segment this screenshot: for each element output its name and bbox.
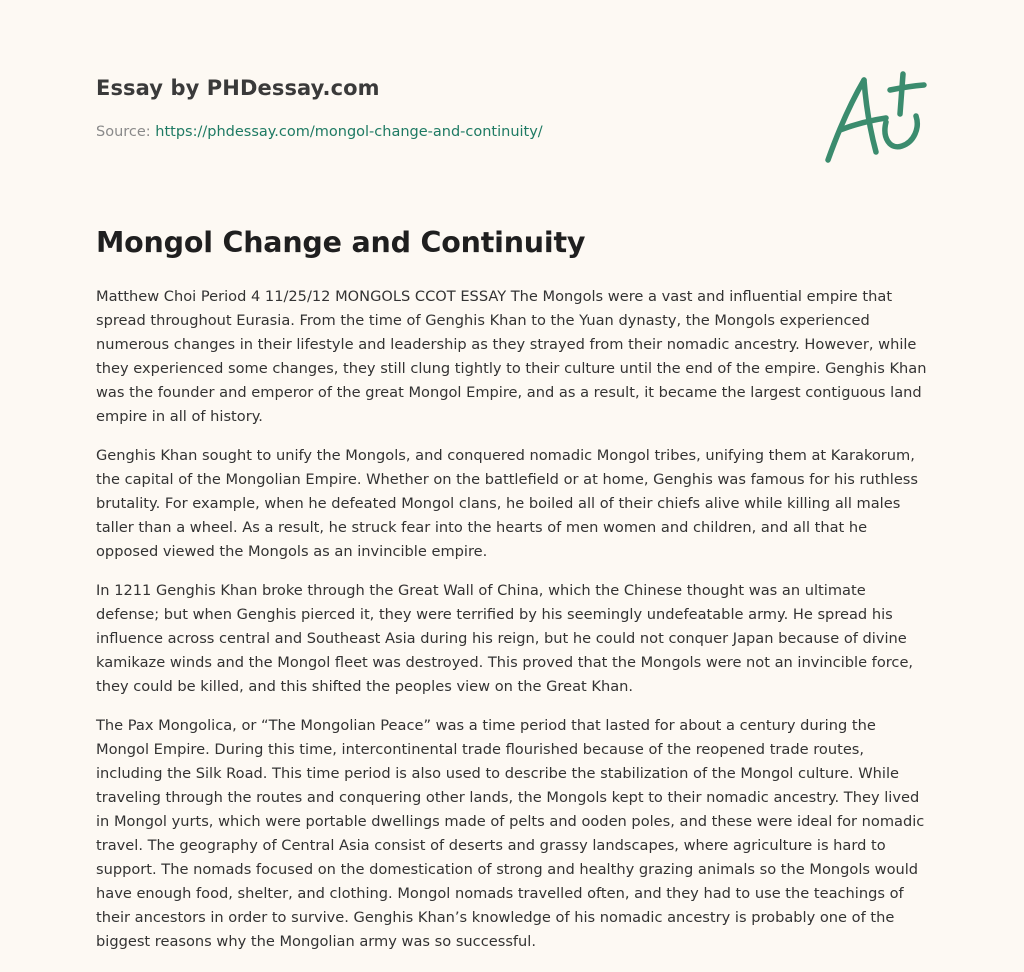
source-label: Source: <box>96 124 156 140</box>
essay-paragraph: Matthew Choi Period 4 11/25/12 MONGOLS CCOT ESSAY The Mongols were a vast and influential empire that spread throughout Eurasia. From the time of Genghis Khan to the Yuan dynasty, the Mongols experienced numerous changes in their lifestyle and leadership as they strayed from their nomadic ancestry. However, while they experienced some changes, they still clung tightly to their culture until the end of the empire. Genghis Khan was the founder and emperor of the great Mongol Empire, and as a result, it became the largest contiguous land empire in all of history. <box>96 288 927 425</box>
source-link[interactable]: https://phdessay.com/mongol-change-and-continuity/ <box>155 124 543 140</box>
site-title: Essay by PHDessay.com <box>96 76 380 100</box>
essay-paragraph: The Pax Mongolica, or “The Mongolian Peace” was a time period that lasted for about a century during the Mongol Empire. During this time, intercontinental trade flourished because of the reopened trade routes, including the Silk Road. This time period is also used to describe the stabilization of the Mongol culture. While traveling through the routes and conquering other lands, the Mongols kept to their nomadic ancestry. They lived in Mongol yurts, which were portable dwellings made of pelts and ooden poles, and these were ideal for nomadic travel. The geography of Central Asia consist of deserts and grassy landscapes, where agriculture is hard to support. The nomads focused on the domestication of strong and healthy grazing animals so the Mongols would have enough food, shelter, and clothing. Mongol nomads travelled often, and they had to use the teachings of their ancestors in order to survive. Genghis Khan’s knowledge of his nomadic ancestry is probably one of the biggest reasons why the Mongolian army was so successful. <box>96 717 925 950</box>
essay-body <box>96 285 928 969</box>
a-plus-logo-icon <box>820 66 930 170</box>
essay-title: Mongol Change and Continuity <box>96 226 586 259</box>
essay-paragraph: Genghis Khan sought to unify the Mongols, and conquered nomadic Mongol tribes, unifying them at Karakorum, the capital of the Mongolian Empire. Whether on the battlefield or at home, Genghis was famous for his ruthless brutality. For example, when he defeated Mongol clans, he boiled all of their chiefs alive while killing all males taller than a wheel. As a result, he struck fear into the hearts of men women and children, and all that he opposed viewed the Mongols as an invincible empire. <box>96 447 919 560</box>
essay-paragraph: In 1211 Genghis Khan broke through the Great Wall of China, which the Chinese thought was an ultimate defense; but when Genghis pierced it, they were terrified by his seemingly undefeatable army. He spread his influence across central and Southeast Asia during his reign, but he could not conquer Japan because of divine kamikaze winds and the Mongol fleet was destroyed. This proved that the Mongols were not an invincible force, they could be killed, and this shifted the peoples view on the Great Khan. <box>96 582 914 695</box>
page-header <box>96 0 928 200</box>
essay-page <box>96 0 928 950</box>
source-line <box>96 124 543 140</box>
